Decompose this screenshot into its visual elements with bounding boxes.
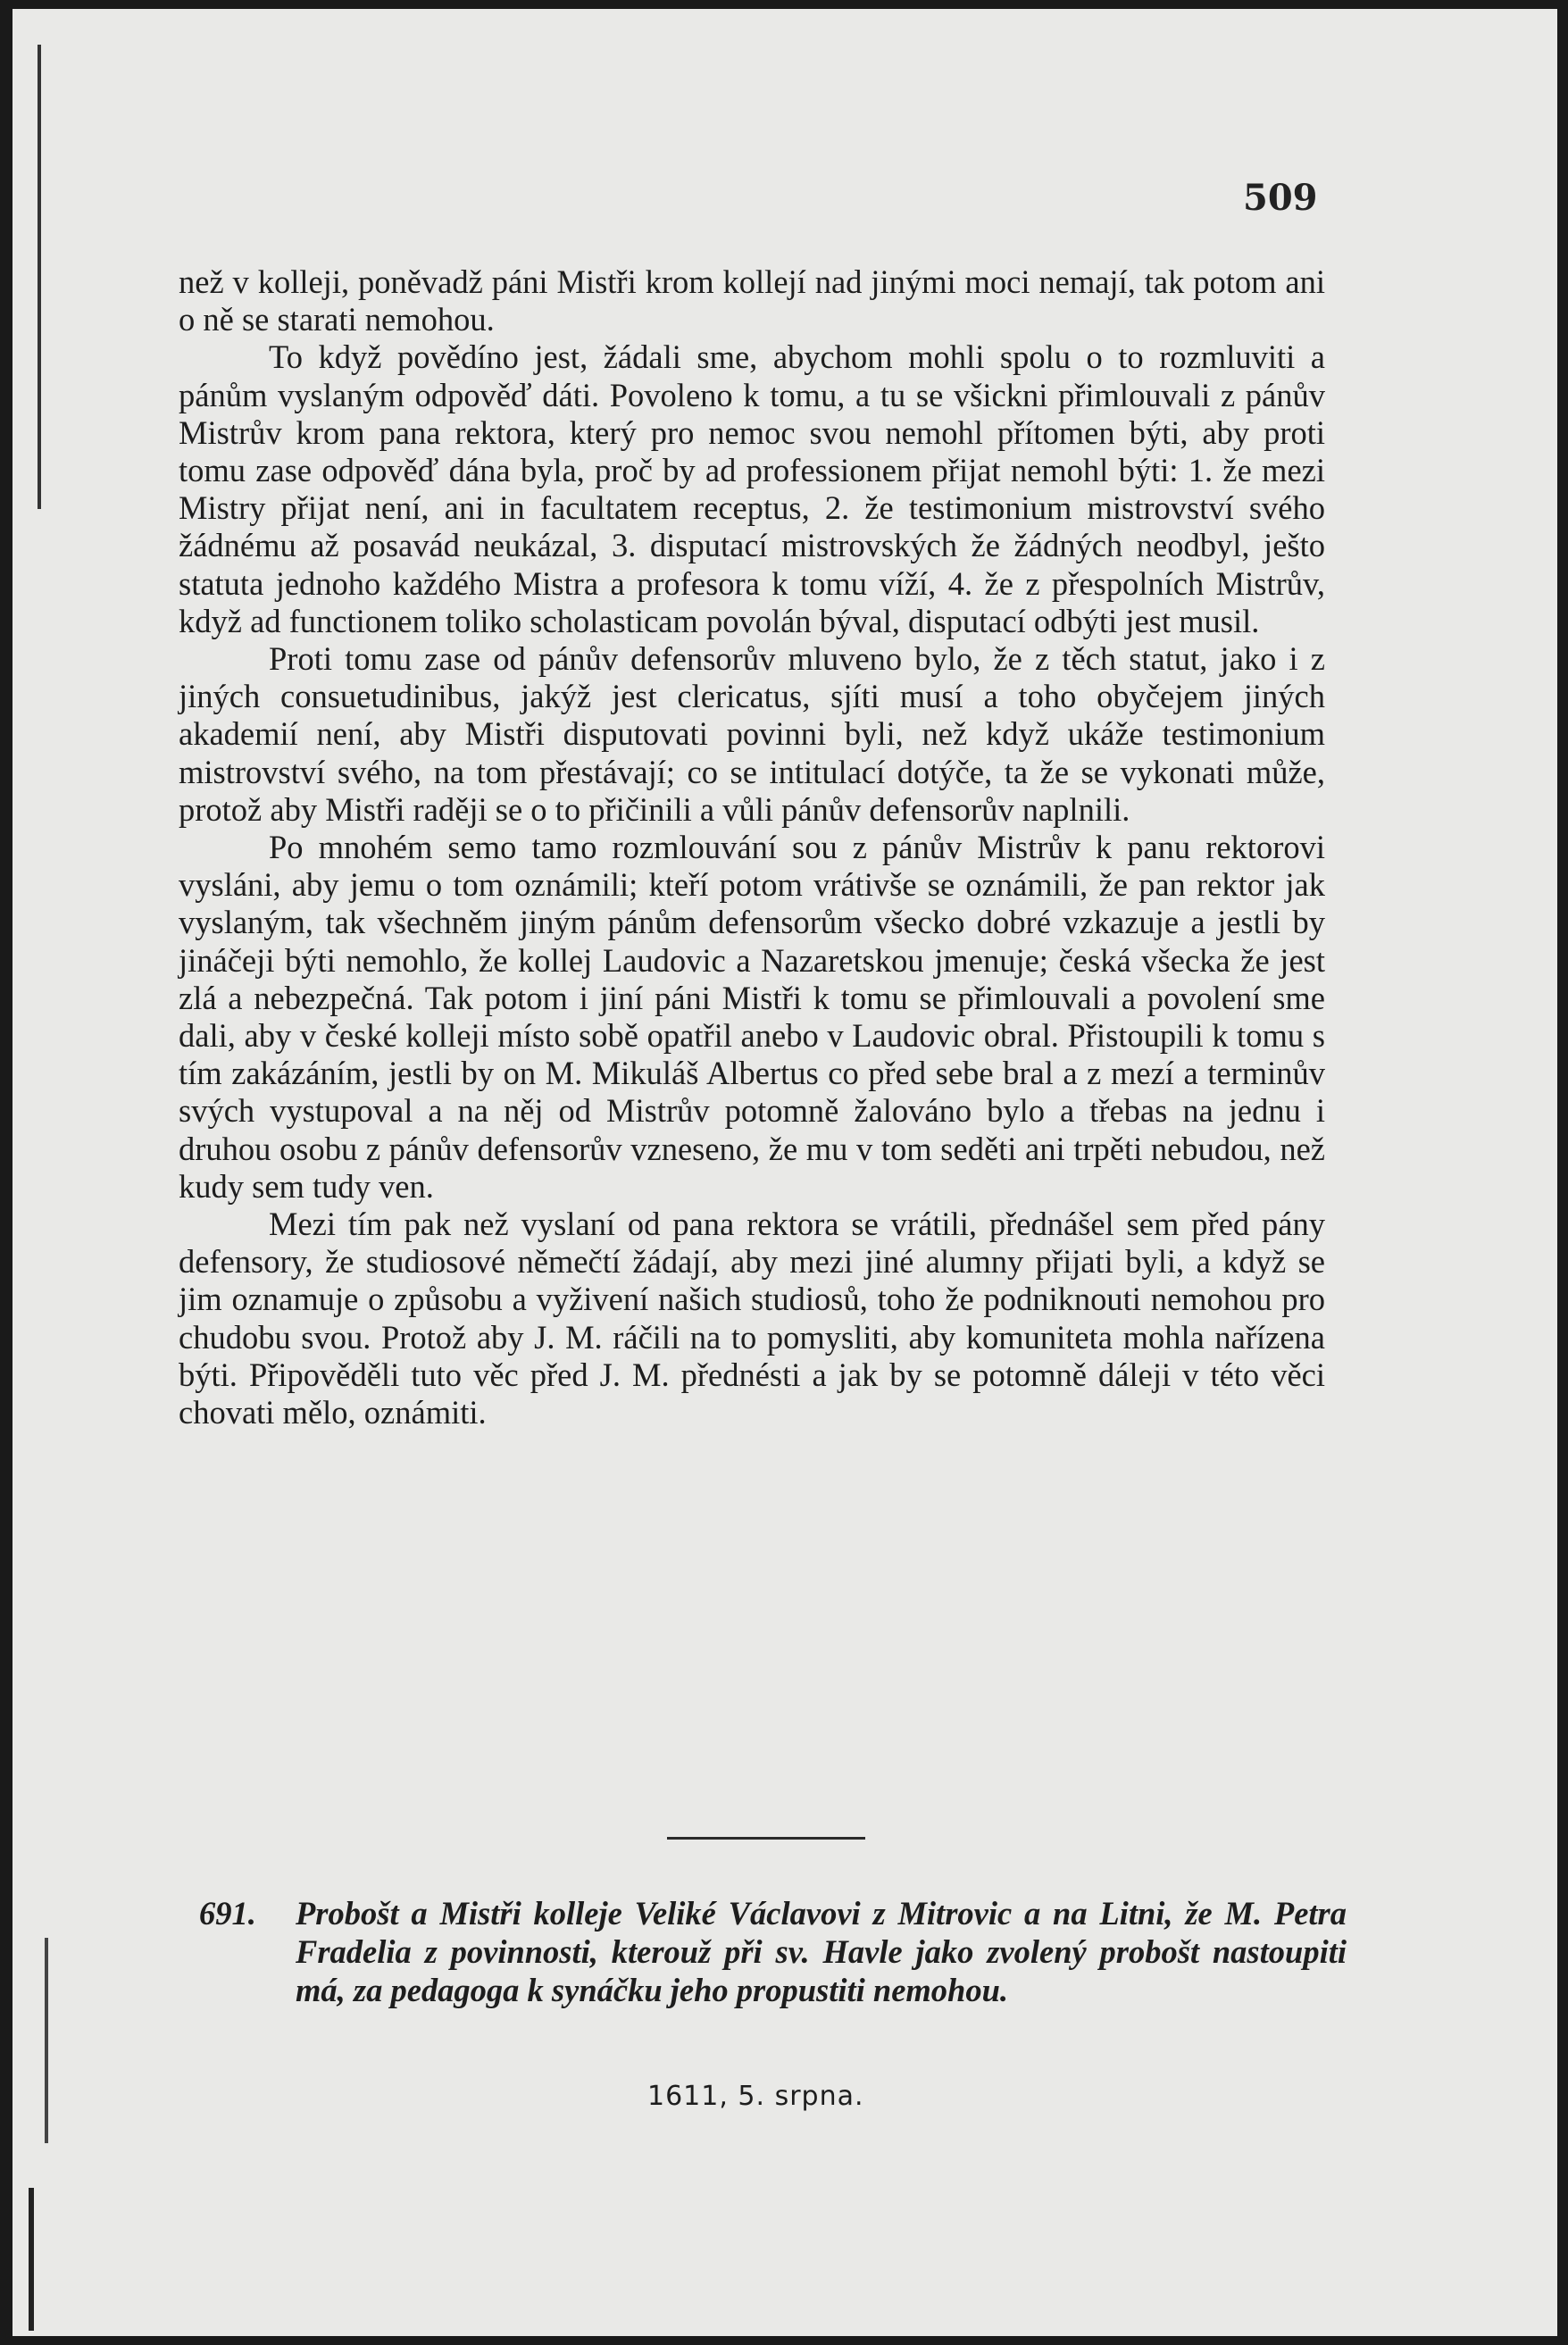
body-text bbox=[179, 263, 1325, 1431]
entry-title: Probošt a Mistři kolleje Veliké Václavovi z Mitrovic a na Litni, že M. Petra Fradelia z povinnosti, kterouž při sv. Havle jako zvolený probošt nastoupiti má, za pedagoga k synáčku jeho propustiti nemohou. bbox=[296, 1895, 1347, 2008]
document-page bbox=[13, 9, 1557, 2336]
scan-edge-mark bbox=[45, 1938, 48, 2143]
entry-number: 691. bbox=[199, 1895, 256, 1932]
scan-edge-mark bbox=[38, 45, 41, 509]
section-divider bbox=[667, 1837, 865, 1840]
entry-heading bbox=[199, 1894, 1347, 2009]
paragraph: Proti tomu zase od pánův defensorův mluveno bylo, že z těch statut, jako i z jiných consuetudinibus, jakýž jest clericatus, sjíti musí a toho obyčejem jiných akademií není, aby Mistři disputovati povinni byli, než když ukáže testimonium mistrovství svého, na tom přestávají; co se intitulací dotýče, ta že se vykonati může, protož aby Mistři raději se o to přičinili a vůli pánův defensorův naplnili. bbox=[179, 640, 1325, 828]
paragraph: Po mnohém semo tamo rozmlouvání sou z pánův Mistrův k panu rektorovi vysláni, aby jemu o tom oznámili; kteří potom vrátivše se oznámili, že pan rektor jak vyslaným, tak všechněm jiným pánům defensorům všecko dobré vzkazuje a jestli by jináčeji býti nemohlo, že kollej Laudovic a Nazaretskou jmenuje; česká všecka že jest zlá a nebezpečná. Tak potom i jiní páni Mistři k tomu se přimlouvali a povolení sme dali, aby v české kolleji místo sobě opatřil anebo v Laudovic obral. Přistoupili k tomu s tím zakázáním, jestli by on M. Mikuláš Albertus co před sebe bral a z mezí a terminův svých vystupoval a na něj od Mistrův potomně žalováno bylo a třebas na jednu i druhou osobu z pánův defensorův vzneseno, že mu v tom seděti ani trpěti nebudou, než kudy sem tudy ven. bbox=[179, 829, 1325, 1205]
paragraph: než v kolleji, poněvadž páni Mistři krom kollejí nad jinými moci nemají, tak potom ani o ně se starati nemohou. bbox=[179, 263, 1325, 338]
scan-edge-mark bbox=[29, 2188, 34, 2331]
entry-date: 1611, 5. srpna. bbox=[647, 2081, 864, 2112]
paragraph: Mezi tím pak než vyslaní od pana rektora se vrátili, přednášel sem před pány defensory, že studiosové němečtí žádají, aby mezi jiné alumny přijati byli, a když se jim oznamuje o způsobu a vyživení našich studiosů, toho že podniknouti nemohou pro chudobu svou. Protož aby J. M. ráčili na to pomysliti, aby komuniteta mohla nařízena býti. Připověděli tuto věc před J. M. přednésti a jak by se potomně dáleji v této věci chovati mělo, oznámiti. bbox=[179, 1206, 1325, 1431]
page-number: 509 bbox=[1243, 177, 1318, 219]
paragraph: To když povědíno jest, žádali sme, abychom mohli spolu o to rozmluviti a pánům vyslaným odpověď dáti. Povoleno k tomu, a tu se všickni přimlouvali z pánův Mistrův krom pana rektora, který pro nemoc svou nemohl přítomen býti, aby proti tomu zase odpověď dána byla, proč by ad professionem přijat nemohl býti: 1. že mezi Mistry přijat není, ani in facultatem receptus, 2. že testimonium mistrovství svého žádnému až posavád neukázal, 3. disputací mistrovských že žádných neodbyl, ješto statuta jednoho každého Mistra a profesora k tomu víží, 4. že z přespolních Mistrův, když ad functionem toliko scholasticam povolán býval, disputací odbýti jest musil. bbox=[179, 338, 1325, 639]
